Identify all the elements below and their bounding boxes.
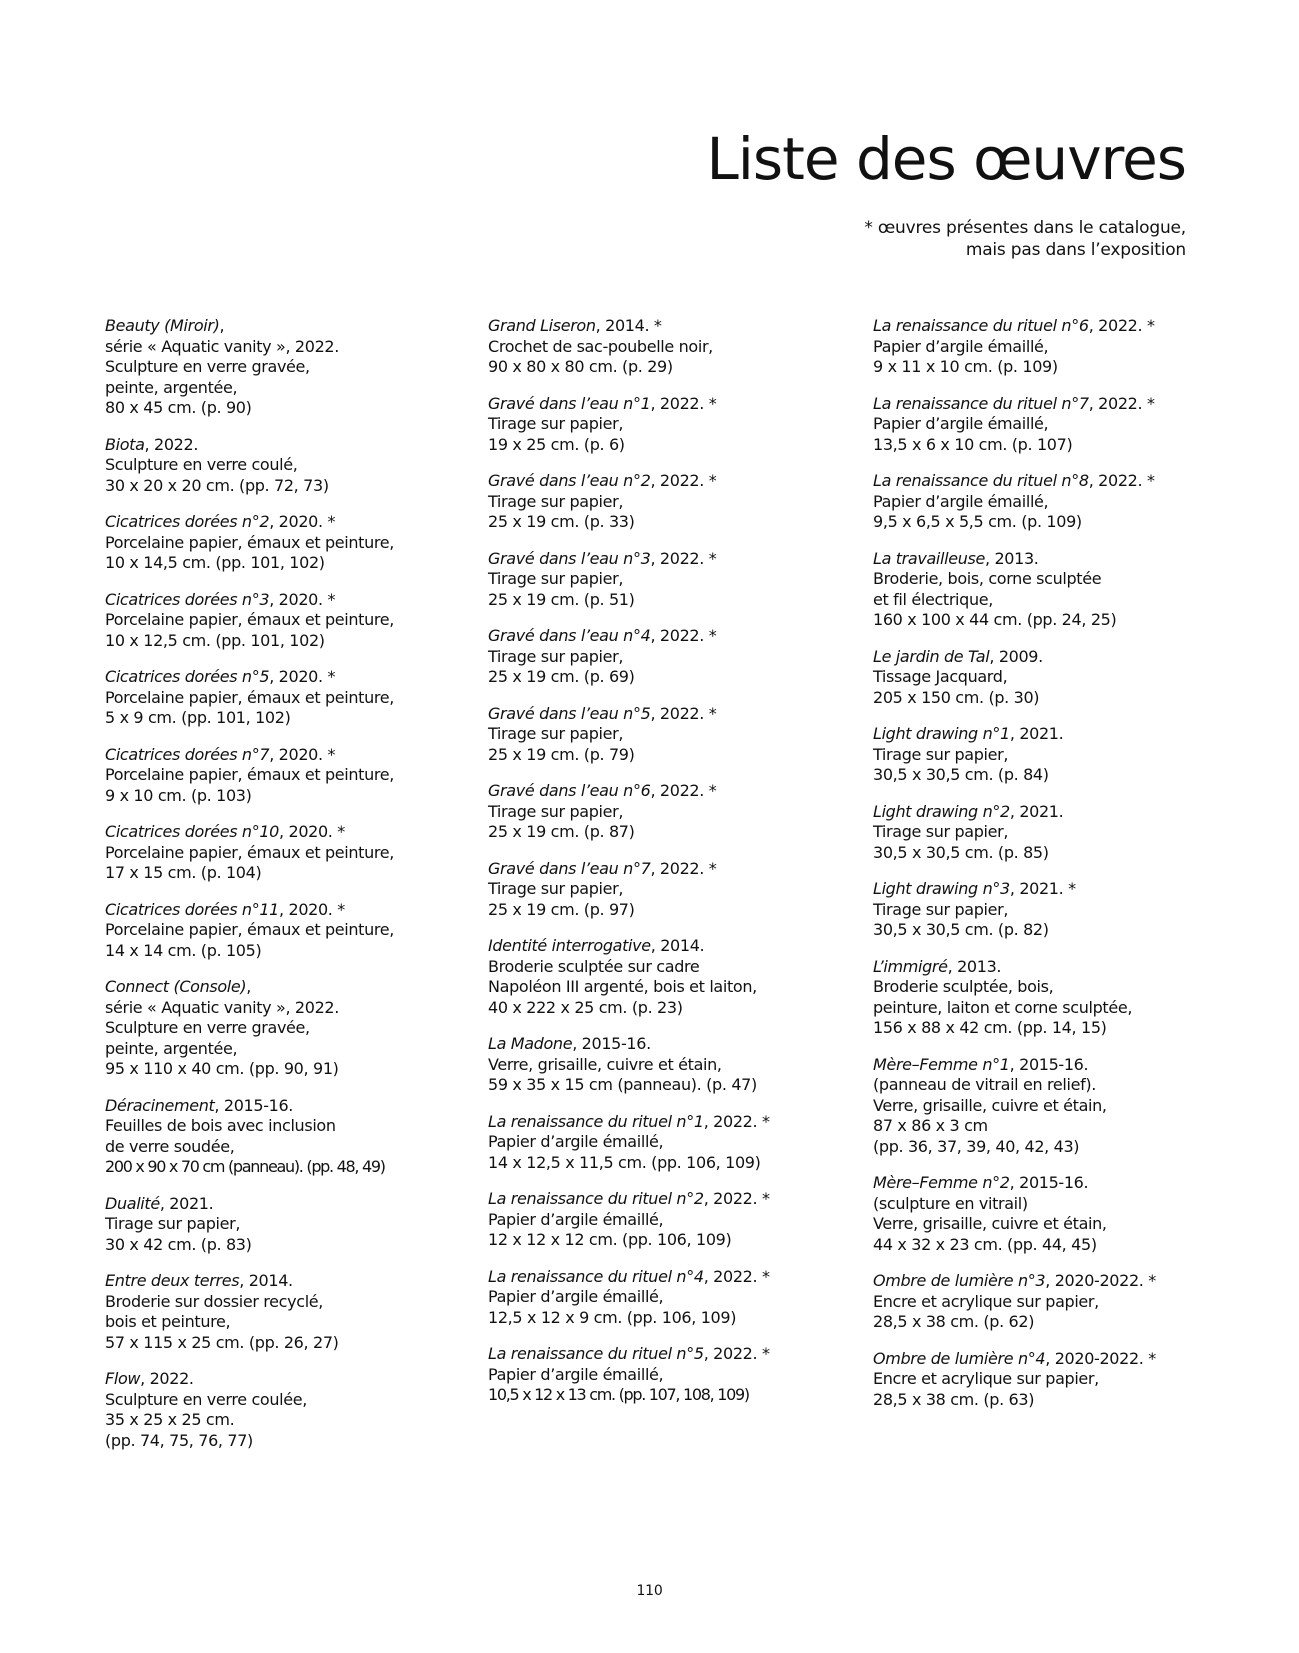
work-detail-line: 40 x 222 x 25 cm. (p. 23)	[488, 997, 683, 1017]
work-date: , 2015-16.	[1009, 1054, 1089, 1074]
work-detail-line: Broderie, bois, corne sculptée	[873, 569, 1102, 588]
work-heading	[873, 549, 1233, 570]
work-entry	[488, 859, 848, 921]
work-date: , 2020-2022. *	[1045, 1271, 1156, 1290]
work-entry	[873, 316, 1233, 378]
work-date: , 2022. *	[650, 781, 717, 800]
work-date: , 2020. *	[279, 822, 345, 841]
work-date: , 2021.	[1009, 801, 1064, 821]
page-number: 110	[636, 1583, 663, 1599]
work-entry	[488, 316, 848, 378]
work-title: Gravé dans l’eau n°2	[488, 471, 651, 490]
work-detail-line: Tirage sur papier,	[488, 724, 624, 743]
work-entry	[488, 549, 848, 611]
work-detail-line: 205 x 150 cm. (p. 30)	[873, 687, 1040, 707]
work-detail-line: 30,5 x 30,5 cm. (p. 82)	[873, 920, 1049, 939]
work-entry	[873, 724, 1233, 786]
work-detail-line: Sculpture en verre coulé,	[105, 455, 298, 474]
work-title: Cicatrices dorées n°7	[105, 744, 270, 764]
work-entry	[105, 900, 465, 962]
work-heading	[488, 704, 848, 725]
work-detail-line: 9 x 10 cm. (p. 103)	[105, 785, 252, 805]
work-date: , 2022. *	[1088, 393, 1155, 413]
work-title: Beauty (Miroir)	[105, 316, 220, 335]
work-entry	[105, 822, 465, 884]
work-entry	[873, 1271, 1233, 1333]
work-detail-line: Tirage sur papier,	[873, 744, 1009, 764]
work-detail-line: 13,5 x 6 x 10 cm. (p. 107)	[873, 434, 1073, 454]
work-detail-line: Broderie sculptée sur cadre	[488, 956, 700, 976]
work-detail-line: 59 x 35 x 15 cm (panneau). (p. 47)	[488, 1075, 757, 1094]
work-heading	[873, 1173, 1233, 1194]
work-heading	[105, 316, 465, 337]
work-detail-line: 12,5 x 12 x 9 cm. (pp. 106, 109)	[488, 1307, 737, 1327]
work-entry	[488, 781, 848, 843]
work-detail-line: Tirage sur papier,	[488, 569, 624, 588]
work-detail-line: 9 x 11 x 10 cm. (p. 109)	[873, 357, 1058, 376]
work-title: Flow	[105, 1369, 141, 1388]
work-entry	[488, 1344, 848, 1406]
work-detail-line: Verre, grisaille, cuivre et étain,	[873, 1214, 1107, 1233]
work-heading	[488, 1267, 848, 1288]
work-heading	[105, 667, 465, 688]
work-entry	[873, 1173, 1233, 1255]
work-entry	[488, 626, 848, 688]
work-date: , 2021. *	[1009, 879, 1076, 898]
work-entry	[488, 1034, 848, 1096]
work-detail-line: Porcelaine papier, émaux et peinture,	[105, 687, 394, 707]
work-detail-line: Sculpture en verre gravée,	[105, 1018, 310, 1037]
work-detail-line: 25 x 19 cm. (p. 87)	[488, 822, 635, 841]
work-title: Gravé dans l’eau n°3	[488, 548, 651, 568]
work-entry	[105, 1096, 465, 1178]
work-detail-line: Feuilles de bois avec inclusion	[105, 1116, 336, 1135]
work-date: , 2013.	[947, 956, 1002, 976]
work-heading	[873, 724, 1233, 745]
work-title: Gravé dans l’eau n°1	[488, 393, 651, 413]
work-detail-line: 160 x 100 x 44 cm. (pp. 24, 25)	[873, 610, 1117, 629]
work-date: , 2022. *	[1088, 316, 1155, 335]
work-detail-line: série « Aquatic vanity », 2022.	[105, 336, 339, 356]
work-heading	[488, 316, 848, 337]
work-detail-line: 10 x 12,5 cm. (pp. 101, 102)	[105, 630, 325, 650]
work-heading	[105, 1096, 465, 1117]
work-detail-line: Sculpture en verre gravée,	[105, 357, 310, 376]
work-detail-line: 10 x 14,5 cm. (pp. 101, 102)	[105, 553, 325, 572]
work-heading	[488, 549, 848, 570]
work-heading	[873, 1349, 1233, 1370]
catalogue-note	[864, 217, 1186, 261]
work-date: , 2021.	[1009, 724, 1064, 743]
work-detail-line: Tirage sur papier,	[488, 879, 624, 898]
work-detail-line: Tirage sur papier,	[873, 899, 1009, 919]
work-entry	[873, 471, 1233, 533]
work-detail-line: 30,5 x 30,5 cm. (p. 84)	[873, 765, 1049, 784]
work-title: Gravé dans l’eau n°4	[488, 626, 651, 645]
work-title: Cicatrices dorées n°2	[105, 512, 270, 531]
work-date: , 2020. *	[279, 899, 345, 919]
work-detail-line: 25 x 19 cm. (p. 33)	[488, 512, 635, 531]
work-heading	[873, 647, 1233, 668]
work-detail-line: Tirage sur papier,	[488, 491, 624, 511]
work-detail-line: série « Aquatic vanity », 2022.	[105, 997, 339, 1017]
work-heading	[488, 936, 848, 957]
work-detail-line: 35 x 25 x 25 cm.	[105, 1410, 235, 1429]
work-detail-line: (pp. 36, 37, 39, 40, 42, 43)	[873, 1136, 1080, 1156]
work-heading	[105, 1271, 465, 1292]
work-detail-line: 9,5 x 6,5 x 5,5 cm. (p. 109)	[873, 512, 1082, 531]
work-heading	[873, 802, 1233, 823]
work-date: , 2015-16.	[572, 1034, 651, 1053]
work-title: Biota	[105, 434, 145, 454]
page-title: Liste des œuvres	[706, 125, 1186, 193]
work-detail-line: 19 x 25 cm. (p. 6)	[488, 434, 625, 454]
work-date: , 2014. *	[595, 316, 662, 335]
work-heading	[105, 1194, 465, 1215]
work-detail-line: 44 x 32 x 23 cm. (pp. 44, 45)	[873, 1234, 1097, 1254]
work-detail-line: de verre soudée,	[105, 1136, 235, 1156]
work-detail-line: Porcelaine papier, émaux et peinture,	[105, 610, 394, 629]
work-detail-line: Tirage sur papier,	[488, 801, 624, 821]
work-title: Grand Liseron	[488, 316, 596, 335]
work-date: , 2022. *	[703, 1344, 770, 1363]
work-heading	[488, 471, 848, 492]
work-date: , 2015-16.	[1009, 1173, 1089, 1192]
work-entry	[105, 512, 465, 574]
work-title: Connect (Console)	[105, 977, 247, 996]
work-title: Mère–Femme n°2	[873, 1173, 1010, 1192]
work-title: La renaissance du rituel n°5	[488, 1344, 704, 1363]
work-heading	[873, 316, 1233, 337]
work-title: Gravé dans l’eau n°7	[488, 858, 651, 878]
work-date: , 2020-2022. *	[1045, 1348, 1156, 1368]
work-title: La renaissance du rituel n°8	[873, 471, 1089, 490]
work-title: Le jardin de Tal	[873, 646, 990, 666]
work-entry	[873, 879, 1233, 941]
work-date: , 2022.	[144, 434, 199, 454]
work-detail-line: Tissage Jacquard,	[873, 667, 1008, 686]
work-detail-line: 25 x 19 cm. (p. 79)	[488, 744, 635, 764]
work-detail-line: peinture, laiton et corne sculptée,	[873, 997, 1133, 1017]
works-column-2	[488, 316, 848, 1422]
work-title: Cicatrices dorées n°11	[105, 899, 280, 919]
work-entry	[488, 936, 848, 1018]
work-detail-line: 156 x 88 x 42 cm. (pp. 14, 15)	[873, 1018, 1107, 1037]
work-detail-line: 57 x 115 x 25 cm. (pp. 26, 27)	[105, 1332, 339, 1352]
work-date: , 2021.	[159, 1193, 214, 1213]
work-detail-line: 14 x 12,5 x 11,5 cm. (pp. 106, 109)	[488, 1152, 761, 1172]
work-heading	[488, 1189, 848, 1210]
works-column-1	[105, 316, 465, 1467]
work-heading	[873, 957, 1233, 978]
work-detail-line: Tirage sur papier,	[873, 822, 1009, 841]
work-detail-line: Papier d’argile émaillé,	[873, 491, 1049, 511]
work-detail-line: peinte, argentée,	[105, 1038, 238, 1058]
work-title: Light drawing n°2	[873, 801, 1010, 821]
work-date: , 2022. *	[703, 1189, 770, 1208]
work-entry	[105, 1194, 465, 1256]
work-date: , 2022. *	[650, 703, 717, 723]
work-heading	[873, 394, 1233, 415]
work-detail-line: Tirage sur papier,	[488, 646, 624, 666]
work-heading	[105, 435, 465, 456]
work-detail-line: Porcelaine papier, émaux et peinture,	[105, 842, 394, 862]
work-title: Light drawing n°3	[873, 879, 1010, 898]
work-date: , 2022.	[140, 1369, 194, 1388]
work-detail-line: Papier d’argile émaillé,	[488, 1364, 664, 1384]
work-date: , 2014.	[239, 1271, 293, 1290]
work-detail-line: 200 x 90 x 70 cm (panneau). (pp. 48, 49)	[105, 1157, 385, 1176]
work-entry	[488, 1112, 848, 1174]
work-entry	[488, 704, 848, 766]
work-date: , 2014.	[650, 936, 705, 955]
work-heading	[105, 977, 465, 998]
work-detail-line: (sculpture en vitrail)	[873, 1193, 1028, 1213]
work-title: Déracinement	[105, 1095, 215, 1115]
work-detail-line: Porcelaine papier, émaux et peinture,	[105, 920, 394, 939]
work-heading	[105, 822, 465, 843]
work-date: , 2022. *	[703, 1111, 770, 1131]
work-title: Ombre de lumière n°3	[873, 1271, 1046, 1290]
work-detail-line: Napoléon III argenté, bois et laiton,	[488, 977, 757, 996]
work-entry	[105, 977, 465, 1080]
work-title: La renaissance du rituel n°1	[488, 1111, 704, 1131]
work-entry	[488, 1267, 848, 1329]
work-title: Cicatrices dorées n°5	[105, 667, 270, 686]
work-date: , 2015-16.	[214, 1095, 294, 1115]
work-entry	[488, 471, 848, 533]
work-entry	[488, 394, 848, 456]
work-detail-line: Tirage sur papier,	[105, 1214, 241, 1233]
work-heading	[873, 1271, 1233, 1292]
work-entry	[873, 1055, 1233, 1158]
work-date: , 2009.	[989, 646, 1043, 666]
work-detail-line: Broderie sculptée, bois,	[873, 977, 1054, 996]
work-detail-line: 95 x 110 x 40 cm. (pp. 90, 91)	[105, 1059, 339, 1078]
work-entry	[105, 745, 465, 807]
work-detail-line: Encre et acrylique sur papier,	[873, 1291, 1099, 1311]
work-title: La travailleuse	[873, 548, 985, 568]
work-detail-line: Verre, grisaille, cuivre et étain,	[873, 1095, 1107, 1115]
work-date: , 2022. *	[650, 471, 717, 490]
work-date: , 2013.	[985, 548, 1039, 568]
work-date: ,	[219, 316, 225, 335]
work-detail-line: Papier d’argile émaillé,	[488, 1132, 664, 1151]
work-title: La renaissance du rituel n°6	[873, 316, 1089, 335]
work-title: La renaissance du rituel n°4	[488, 1266, 704, 1286]
work-detail-line: 87 x 86 x 3 cm	[873, 1116, 988, 1135]
work-heading	[105, 590, 465, 611]
work-entry	[873, 957, 1233, 1039]
work-detail-line: Porcelaine papier, émaux et peinture,	[105, 765, 394, 784]
work-date: , 2022. *	[650, 548, 717, 568]
work-entry	[873, 802, 1233, 864]
work-detail-line: Papier d’argile émaillé,	[873, 414, 1049, 433]
work-heading	[488, 1112, 848, 1133]
work-title: La Madone	[488, 1034, 573, 1053]
work-detail-line: 25 x 19 cm. (p. 97)	[488, 899, 635, 919]
work-heading	[105, 1369, 465, 1390]
work-heading	[105, 900, 465, 921]
work-detail-line: 28,5 x 38 cm. (p. 63)	[873, 1389, 1035, 1409]
work-entry	[488, 1189, 848, 1251]
work-title: Light drawing n°1	[873, 724, 1010, 743]
work-detail-line: 10,5 x 12 x 13 cm. (pp. 107, 108, 109)	[488, 1385, 749, 1404]
work-title: Gravé dans l’eau n°6	[488, 781, 651, 800]
work-title: Identité interrogative	[488, 936, 651, 955]
work-title: L’immigré	[873, 956, 948, 976]
work-date: , 2022. *	[650, 626, 717, 645]
work-detail-line: 5 x 9 cm. (pp. 101, 102)	[105, 708, 291, 727]
work-detail-line: Papier d’argile émaillé,	[488, 1287, 664, 1306]
work-heading	[873, 1055, 1233, 1076]
work-detail-line: Papier d’argile émaillé,	[873, 336, 1049, 356]
work-detail-line: Verre, grisaille, cuivre et étain,	[488, 1054, 722, 1074]
work-title: Mère–Femme n°1	[873, 1054, 1010, 1074]
work-entry	[105, 435, 465, 497]
work-entry	[105, 590, 465, 652]
work-heading	[488, 781, 848, 802]
work-detail-line: et fil électrique,	[873, 589, 993, 609]
work-date: , 2022. *	[650, 858, 717, 878]
work-heading	[873, 471, 1233, 492]
work-entry	[873, 549, 1233, 631]
work-entry	[873, 394, 1233, 456]
work-date: , 2020. *	[269, 589, 336, 609]
work-detail-line: Broderie sur dossier recyclé,	[105, 1291, 324, 1311]
work-title: Dualité	[105, 1193, 160, 1213]
work-detail-line: 90 x 80 x 80 cm. (p. 29)	[488, 357, 673, 376]
work-detail-line: Crochet de sac-poubelle noir,	[488, 336, 713, 356]
work-entry	[873, 1349, 1233, 1411]
works-column-3	[873, 316, 1233, 1426]
work-heading	[105, 745, 465, 766]
work-entry	[105, 1369, 465, 1451]
work-heading	[873, 879, 1233, 900]
work-detail-line: 30 x 20 x 20 cm. (pp. 72, 73)	[105, 475, 329, 495]
work-title: Cicatrices dorées n°3	[105, 589, 270, 609]
catalogue-note-line: * œuvres présentes dans le catalogue,	[864, 218, 1186, 238]
work-detail-line: (panneau de vitrail en relief).	[873, 1075, 1096, 1094]
work-title: La renaissance du rituel n°7	[873, 393, 1089, 413]
work-detail-line: Tirage sur papier,	[488, 414, 624, 433]
work-detail-line: (pp. 74, 75, 76, 77)	[105, 1430, 253, 1450]
work-date: , 2022. *	[703, 1266, 770, 1286]
work-detail-line: 25 x 19 cm. (p. 69)	[488, 667, 635, 686]
work-title: Entre deux terres	[105, 1271, 240, 1290]
work-detail-line: 25 x 19 cm. (p. 51)	[488, 589, 635, 609]
work-detail-line: 17 x 15 cm. (p. 104)	[105, 863, 262, 882]
work-detail-line: Porcelaine papier, émaux et peinture,	[105, 532, 394, 552]
work-detail-line: bois et peinture,	[105, 1312, 231, 1331]
work-heading	[488, 859, 848, 880]
work-detail-line: peinte, argentée,	[105, 377, 238, 397]
work-heading	[488, 1034, 848, 1055]
work-title: La renaissance du rituel n°2	[488, 1189, 704, 1208]
work-date: ,	[246, 977, 252, 996]
work-entry	[105, 1271, 465, 1353]
work-date: , 2022. *	[650, 393, 717, 413]
work-heading	[488, 394, 848, 415]
work-detail-line: 14 x 14 cm. (p. 105)	[105, 940, 262, 960]
catalogue-note-line: mais pas dans l’exposition	[965, 240, 1186, 260]
work-detail-line: 30 x 42 cm. (p. 83)	[105, 1234, 252, 1254]
work-detail-line: 28,5 x 38 cm. (p. 62)	[873, 1312, 1035, 1331]
work-heading	[488, 626, 848, 647]
work-title: Cicatrices dorées n°10	[105, 822, 280, 841]
work-date: , 2020. *	[269, 512, 336, 531]
work-detail-line: 12 x 12 x 12 cm. (pp. 106, 109)	[488, 1230, 732, 1249]
work-detail-line: 80 x 45 cm. (p. 90)	[105, 398, 252, 417]
work-heading	[105, 512, 465, 533]
work-date: , 2020. *	[269, 744, 336, 764]
work-heading	[488, 1344, 848, 1365]
work-entry	[873, 647, 1233, 709]
work-detail-line: Papier d’argile émaillé,	[488, 1209, 664, 1229]
work-date: , 2020. *	[269, 667, 336, 686]
work-title: Gravé dans l’eau n°5	[488, 703, 651, 723]
work-detail-line: Sculpture en verre coulée,	[105, 1389, 307, 1409]
work-detail-line: Encre et acrylique sur papier,	[873, 1369, 1099, 1388]
work-date: , 2022. *	[1088, 471, 1155, 490]
work-title: Ombre de lumière n°4	[873, 1348, 1046, 1368]
work-entry	[105, 667, 465, 729]
work-detail-line: 30,5 x 30,5 cm. (p. 85)	[873, 842, 1049, 862]
work-entry	[105, 316, 465, 419]
